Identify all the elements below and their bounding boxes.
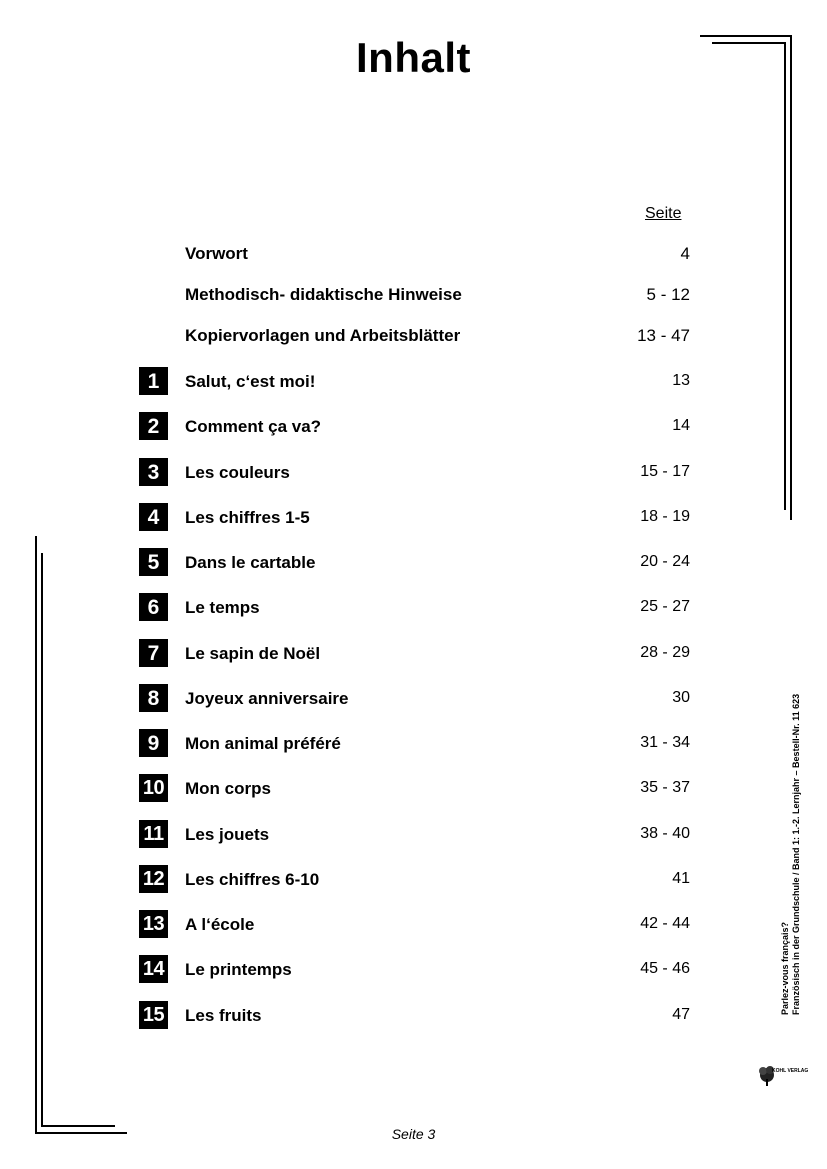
toc-entry-pages: 42 - 44 (640, 915, 690, 932)
frame-line-right-inner (784, 42, 786, 510)
toc-entry-pages: 45 - 46 (640, 960, 690, 977)
toc-intro-row (0, 320, 827, 352)
chapter-number-badge: 9 (139, 729, 168, 757)
toc-entry-label: Joyeux anniversaire (185, 689, 349, 708)
toc-entry-label: Le sapin de Noël (185, 644, 321, 663)
chapter-number-badge: 7 (139, 639, 168, 667)
toc-chapter-row (0, 864, 827, 896)
toc-entry-label: Les fruits (185, 1006, 262, 1025)
toc-chapter-row (0, 728, 827, 760)
toc-entry-pages: 13 - 47 (637, 326, 690, 345)
toc-entry-pages: 25 - 27 (640, 598, 690, 615)
page-column-header: Seite (645, 205, 682, 222)
toc-entry-label: Les chiffres 1-5 (185, 508, 310, 527)
chapter-number-badge: 4 (139, 503, 168, 531)
toc-entry-label: Mon animal préféré (185, 734, 341, 753)
frame-line-right-outer (790, 35, 792, 520)
toc-entry-label: Comment ça va? (185, 417, 322, 436)
toc-chapter-row (0, 954, 827, 986)
toc-chapter-row (0, 592, 827, 624)
chapter-number-badge: 15 (139, 1001, 168, 1029)
sidebar-line-1: Parlez-vous français? (780, 921, 790, 1015)
toc-chapter-row (0, 819, 827, 851)
toc-entry-pages: 15 - 17 (640, 463, 690, 480)
chapter-number-badge: 6 (139, 593, 168, 621)
toc-entry-pages: 30 (672, 689, 690, 706)
toc-entry-pages: 14 (672, 417, 690, 434)
toc-entry-label: Le temps (185, 598, 260, 617)
toc-chapter-row (0, 411, 827, 443)
frame-line-left-inner (41, 553, 43, 1127)
frame-line-left-outer (35, 536, 37, 1134)
toc-entry-pages: 35 - 37 (640, 779, 690, 796)
frame-line-top (700, 35, 792, 37)
toc-chapter-row (0, 547, 827, 579)
toc-chapter-row (0, 773, 827, 805)
toc-entry-label: A l‘école (185, 915, 255, 934)
toc-entry-pages: 47 (672, 1006, 690, 1023)
toc-intro-row (0, 279, 827, 311)
toc-chapter-row (0, 1000, 827, 1032)
toc-chapter-row (0, 909, 827, 941)
chapter-number-badge: 8 (139, 684, 168, 712)
toc-entry-label: Dans le cartable (185, 553, 316, 572)
toc-entry-label: Mon corps (185, 779, 271, 798)
page-footer: Seite 3 (391, 1126, 436, 1142)
toc-entry-pages: 28 - 29 (640, 644, 690, 661)
chapter-number-badge: 3 (139, 458, 168, 486)
toc-entry-pages: 38 - 40 (640, 825, 690, 842)
toc-chapter-row (0, 457, 827, 489)
toc-entry-label: Salut, c‘est moi! (185, 372, 316, 391)
chapter-number-badge: 14 (139, 955, 168, 983)
publisher-logo-icon (758, 1062, 792, 1088)
chapter-number-badge: 12 (139, 865, 168, 893)
toc-entry-label: Vorwort (185, 244, 248, 263)
toc-entry-pages: 4 (680, 244, 690, 263)
chapter-number-badge: 10 (139, 774, 168, 802)
toc-entry-pages: 31 - 34 (640, 734, 690, 751)
toc-intro-row (0, 238, 827, 270)
toc-entry-label: Les jouets (185, 825, 270, 844)
publisher-name: KOHL VERLAG (772, 1068, 809, 1074)
chapter-number-badge: 11 (139, 820, 168, 848)
toc-entry-label: Les chiffres 6-10 (185, 870, 320, 889)
chapter-number-badge: 5 (139, 548, 168, 576)
toc-entry-label: Methodisch- didaktische Hinweise (185, 285, 462, 304)
toc-entry-label: Le printemps (185, 960, 292, 979)
toc-entry-pages: 20 - 24 (640, 553, 690, 570)
toc-chapter-row (0, 683, 827, 715)
frame-line-top-inner (712, 42, 786, 44)
toc-entry-pages: 41 (672, 870, 690, 887)
chapter-number-badge: 1 (139, 367, 168, 395)
toc-entry-label: Kopiervorlagen und Arbeitsblätter (185, 326, 461, 345)
sidebar-line-2: Französisch in der Grundschule / Band 1: 1.-2. Lernjahr – Bestell-Nr. 11 623 (791, 693, 801, 1015)
toc-chapter-row (0, 366, 827, 398)
chapter-number-badge: 13 (139, 910, 168, 938)
page-title: Inhalt (356, 34, 471, 81)
toc-entry-pages: 13 (672, 372, 690, 389)
toc-entry-label: Les couleurs (185, 463, 290, 482)
sidebar-credit (780, 694, 802, 1015)
toc-chapter-row (0, 502, 827, 534)
toc-entry-pages: 5 - 12 (646, 285, 690, 304)
toc-entry-pages: 18 - 19 (640, 508, 690, 525)
toc-chapter-row (0, 638, 827, 670)
chapter-number-badge: 2 (139, 412, 168, 440)
